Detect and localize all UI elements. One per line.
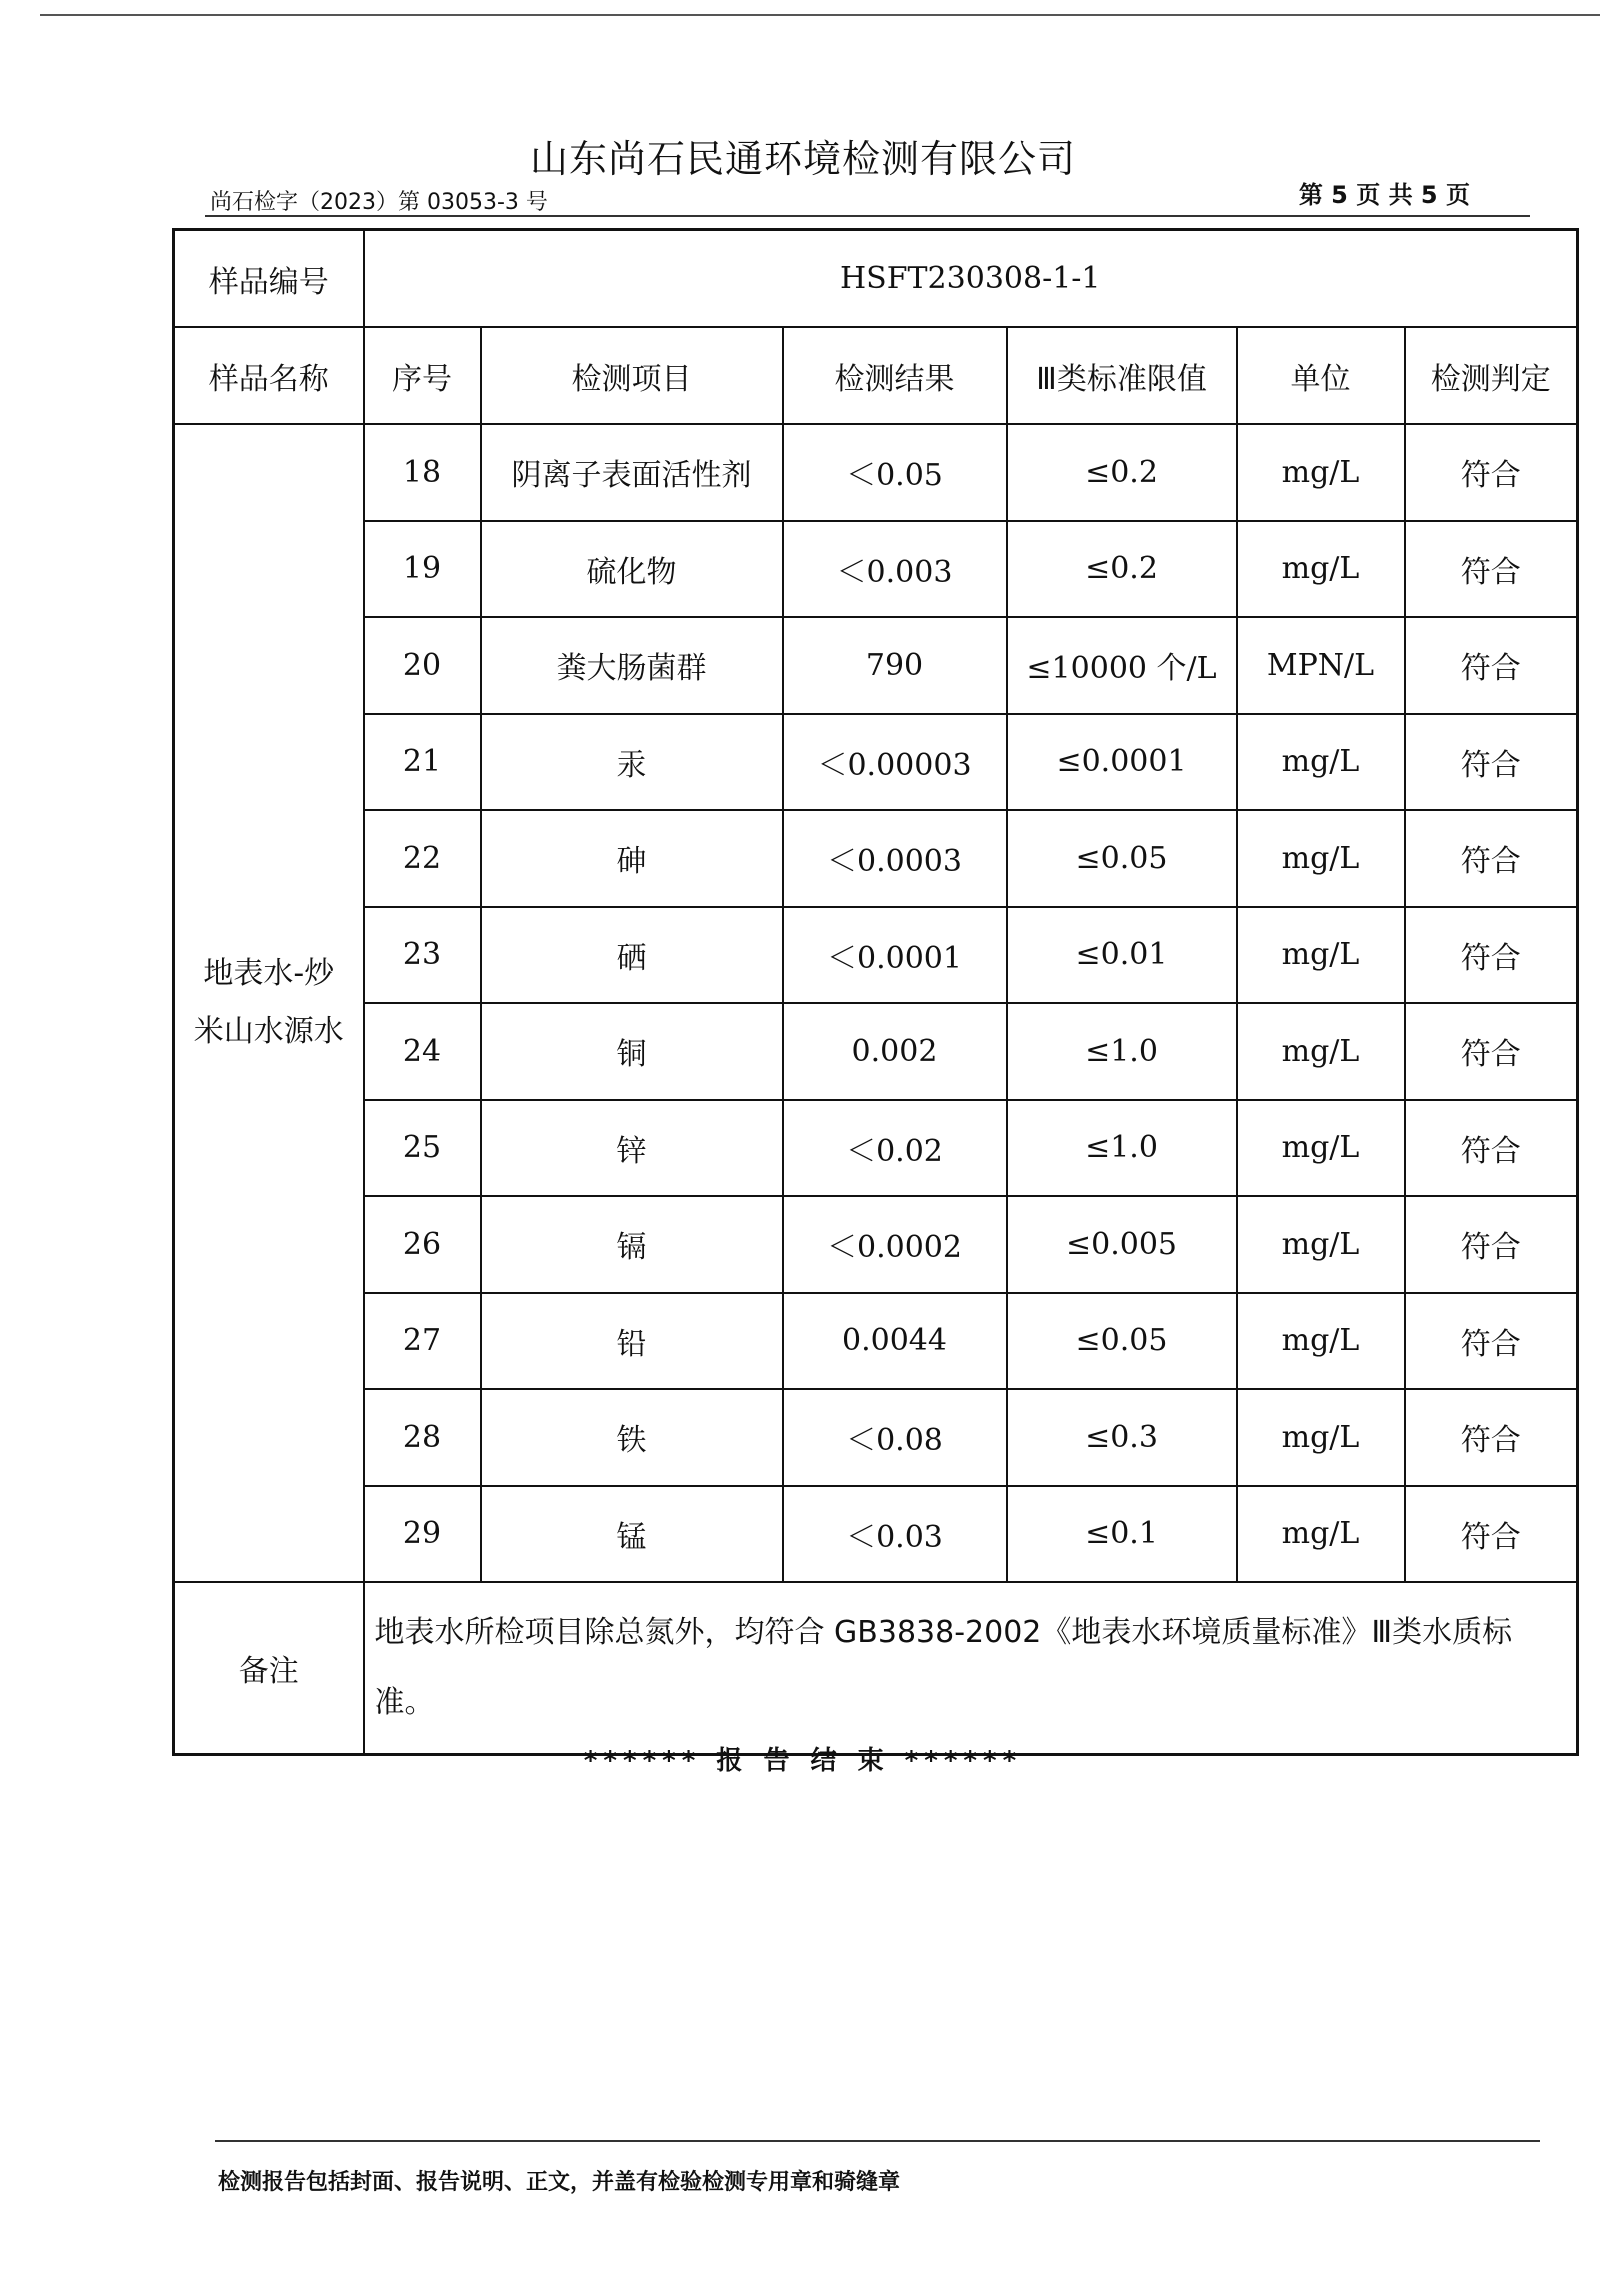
results-table bbox=[172, 228, 1579, 1756]
row-limit: ≤0.2 bbox=[1007, 521, 1237, 618]
row-judge: 符合 bbox=[1405, 424, 1578, 521]
row-limit: ≤0.05 bbox=[1007, 1293, 1237, 1390]
row-item: 阴离子表面活性剂 bbox=[481, 424, 783, 521]
row-judge: 符合 bbox=[1405, 617, 1578, 714]
row-seq: 24 bbox=[364, 1003, 481, 1100]
header-sample-name: 样品名称 bbox=[174, 327, 364, 424]
row-unit: mg/L bbox=[1237, 907, 1405, 1004]
row-judge: 符合 bbox=[1405, 1389, 1578, 1486]
header-rule bbox=[205, 215, 1530, 217]
row-unit: mg/L bbox=[1237, 1293, 1405, 1390]
row-judge: 符合 bbox=[1405, 1196, 1578, 1293]
row-item: 硒 bbox=[481, 907, 783, 1004]
row-result: 0.002 bbox=[783, 1003, 1007, 1100]
table-row bbox=[174, 617, 1578, 714]
row-result: ＜0.02 bbox=[783, 1100, 1007, 1197]
row-limit: ≤0.0001 bbox=[1007, 714, 1237, 811]
row-unit: mg/L bbox=[1237, 810, 1405, 907]
header-row bbox=[174, 327, 1578, 424]
table-row bbox=[174, 521, 1578, 618]
row-limit: ≤0.05 bbox=[1007, 810, 1237, 907]
row-unit: mg/L bbox=[1237, 1486, 1405, 1583]
row-item: 铜 bbox=[481, 1003, 783, 1100]
row-item: 铅 bbox=[481, 1293, 783, 1390]
footer-note: 检测报告包括封面、报告说明、正文，并盖有检验检测专用章和骑缝章 bbox=[218, 2170, 901, 2195]
header-limit: Ⅲ类标准限值 bbox=[1007, 327, 1237, 424]
row-result: ＜0.0003 bbox=[783, 810, 1007, 907]
row-limit: ≤1.0 bbox=[1007, 1100, 1237, 1197]
row-limit: ≤1.0 bbox=[1007, 1003, 1237, 1100]
row-result: 790 bbox=[783, 617, 1007, 714]
header-result: 检测结果 bbox=[783, 327, 1007, 424]
row-judge: 符合 bbox=[1405, 714, 1578, 811]
row-unit: mg/L bbox=[1237, 424, 1405, 521]
row-judge: 符合 bbox=[1405, 1293, 1578, 1390]
row-seq: 27 bbox=[364, 1293, 481, 1390]
row-item: 汞 bbox=[481, 714, 783, 811]
row-limit: ≤10000 个/L bbox=[1007, 617, 1237, 714]
table-row bbox=[174, 1100, 1578, 1197]
row-seq: 19 bbox=[364, 521, 481, 618]
row-unit: mg/L bbox=[1237, 1003, 1405, 1100]
row-result: ＜0.0001 bbox=[783, 907, 1007, 1004]
row-seq: 29 bbox=[364, 1486, 481, 1583]
top-rule bbox=[40, 14, 1600, 16]
row-seq: 21 bbox=[364, 714, 481, 811]
row-seq: 23 bbox=[364, 907, 481, 1004]
row-limit: ≤0.005 bbox=[1007, 1196, 1237, 1293]
table-row bbox=[174, 714, 1578, 811]
table-row bbox=[174, 1389, 1578, 1486]
table-row bbox=[174, 1003, 1578, 1100]
row-unit: mg/L bbox=[1237, 521, 1405, 618]
row-item: 硫化物 bbox=[481, 521, 783, 618]
row-unit: mg/L bbox=[1237, 714, 1405, 811]
table-row bbox=[174, 907, 1578, 1004]
note-text: 地表水所检项目除总氮外，均符合 GB3838-2002《地表水环境质量标准》Ⅲ类水质标准。 bbox=[364, 1582, 1578, 1755]
row-unit: MPN/L bbox=[1237, 617, 1405, 714]
sample-id-value: HSFT230308-1-1 bbox=[364, 230, 1578, 328]
row-limit: ≤0.1 bbox=[1007, 1486, 1237, 1583]
row-judge: 符合 bbox=[1405, 1486, 1578, 1583]
row-item: 砷 bbox=[481, 810, 783, 907]
row-judge: 符合 bbox=[1405, 521, 1578, 618]
row-result: ＜0.05 bbox=[783, 424, 1007, 521]
table-row bbox=[174, 810, 1578, 907]
row-result: ＜0.0002 bbox=[783, 1196, 1007, 1293]
row-result: ＜0.00003 bbox=[783, 714, 1007, 811]
report-end-mark: ****** 报 告 结 束 ****** bbox=[583, 1746, 1023, 1776]
row-result: ＜0.03 bbox=[783, 1486, 1007, 1583]
row-item: 镉 bbox=[481, 1196, 783, 1293]
row-judge: 符合 bbox=[1405, 810, 1578, 907]
row-unit: mg/L bbox=[1237, 1196, 1405, 1293]
header-judge: 检测判定 bbox=[1405, 327, 1578, 424]
row-result: ＜0.003 bbox=[783, 521, 1007, 618]
row-seq: 26 bbox=[364, 1196, 481, 1293]
footer-rule bbox=[215, 2140, 1540, 2142]
table-row bbox=[174, 1293, 1578, 1390]
row-seq: 22 bbox=[364, 810, 481, 907]
row-judge: 符合 bbox=[1405, 1100, 1578, 1197]
row-result: ＜0.08 bbox=[783, 1389, 1007, 1486]
row-unit: mg/L bbox=[1237, 1100, 1405, 1197]
row-item: 铁 bbox=[481, 1389, 783, 1486]
table-row bbox=[174, 1486, 1578, 1583]
page-info: 第 5 页 共 5 页 bbox=[1298, 181, 1470, 209]
row-judge: 符合 bbox=[1405, 907, 1578, 1004]
row-limit: ≤0.2 bbox=[1007, 424, 1237, 521]
report-number: 尚石检字（2023）第 03053-3 号 bbox=[210, 190, 548, 215]
row-limit: ≤0.3 bbox=[1007, 1389, 1237, 1486]
table-row bbox=[174, 1196, 1578, 1293]
sample-name: 地表水-炒米山水源水 bbox=[174, 424, 364, 1582]
row-item: 锰 bbox=[481, 1486, 783, 1583]
note-row bbox=[174, 1582, 1578, 1755]
row-unit: mg/L bbox=[1237, 1389, 1405, 1486]
row-item: 锌 bbox=[481, 1100, 783, 1197]
header-seq: 序号 bbox=[364, 327, 481, 424]
header-unit: 单位 bbox=[1237, 327, 1405, 424]
sample-id-label: 样品编号 bbox=[174, 230, 364, 328]
row-seq: 20 bbox=[364, 617, 481, 714]
row-item: 粪大肠菌群 bbox=[481, 617, 783, 714]
company-name: 山东尚石民通环境检测有限公司 bbox=[529, 137, 1076, 181]
sample-id-row bbox=[174, 230, 1578, 328]
row-seq: 18 bbox=[364, 424, 481, 521]
row-seq: 28 bbox=[364, 1389, 481, 1486]
row-result: 0.0044 bbox=[783, 1293, 1007, 1390]
header-item: 检测项目 bbox=[481, 327, 783, 424]
table-row bbox=[174, 424, 1578, 521]
note-label: 备注 bbox=[174, 1582, 364, 1755]
row-seq: 25 bbox=[364, 1100, 481, 1197]
row-limit: ≤0.01 bbox=[1007, 907, 1237, 1004]
row-judge: 符合 bbox=[1405, 1003, 1578, 1100]
